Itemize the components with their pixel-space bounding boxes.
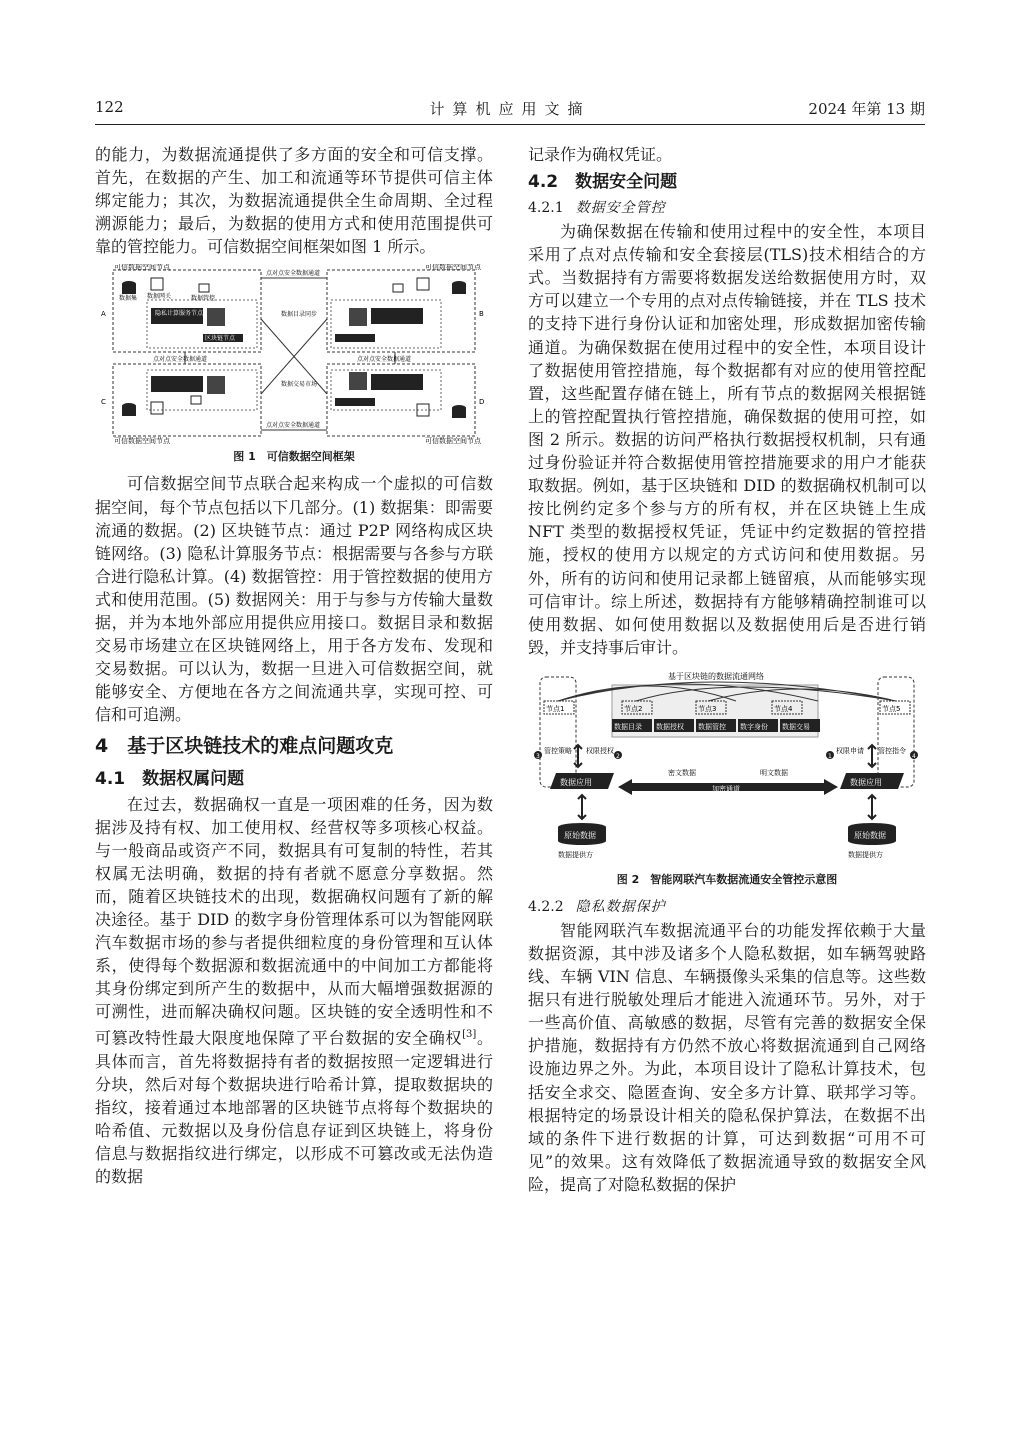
fig2-right-down: 管控指令 (878, 746, 906, 755)
fig2-provider-right: 数据提供方 (848, 850, 883, 859)
page-header (95, 98, 925, 126)
cube-icon (349, 308, 367, 326)
fig2-node: 节点1 (546, 704, 565, 713)
bidirectional-arrow-icon (868, 745, 876, 767)
subsection-heading: 4.2 数据安全问题 (528, 172, 678, 193)
monitor-icon (393, 284, 403, 292)
paragraph: 可信数据空间节点联合起来构成一个虚拟的可信数据空间，每个节点包括以下几部分。(1) 数据集：即需要流通的数据。(2) 区块链节点：通过 P2P 网络构成区块链网络。(3) 隐私计算服务节点：根据需要与各参与方联合进行隐私计算。(4) 数据管控：用于管控数据的使用方式和使用范围。(5) 数据网关：用于与参与方传输大量数据，并为本地外部应用提供应用接口。数据目录和数据交易市场建立在区块链网络上，用于各方发布、发现和交易数据。可以认为，数据一旦进入可信数据空间，就能够安全、方便地在各方之间流通共享，实现可控、可信和可追溯。 (95, 474, 493, 725)
heading-number: 4.2.2 (528, 898, 564, 915)
fig1-channel-mid-l: 点对点安全数据通道 (153, 356, 208, 364)
fig1-dataset: 数据集 (119, 295, 138, 303)
paragraph: 为确保数据在传输和使用过程中的安全性，本项目采用了点对点传输和安全套接层(TLS)技术相结合的方式。当数据持有方需要将数据发送给数据使用方时，双方可以建立一个专用的点对点传输链接，并在 TLS 技术的支持下进行身份认证和加密处理，形成数据加密传输通道。为确保数据在使用过程中的安全性，本项目设计了数据使用管控措施，每个数据都有对应的使用管控配置，这些配置存储在链上，所有节点的数据网关根据链上的管控配置执行管控措施，确保数据的使用可控，如图 2 所示。数据的访问严格执行数据授权机制，只有通过身份验证并符合数据使用管控措施要求的用户才能获取数据。例如，基于区块链和 DID 的数据确权机制可以按比例约定多个参与方的所有权，并在区块链上生成 NFT 类型的数据授权凭证，凭证中约定数据的管控措施，授权的使用方以规定的方式访问和使用数据。另外，所有的访问和使用记录都上链留痕，从而能够实现可信审计。综上所述，数据持有方能够精确控制谁可以使用数据、如何使用数据以及数据使用后是否进行销毁，并支持事后审计。 (528, 222, 926, 657)
fig1-label-c: C (101, 398, 106, 407)
fig2-service: 数据管控 (698, 722, 726, 731)
fig1-channel-bottom: 点对点安全数据通道 (266, 422, 321, 430)
fig1-label-a: A (101, 310, 106, 319)
paragraph (95, 793, 493, 1189)
fig2-service: 数据目录 (614, 722, 642, 731)
fig2-node: 节点2 (624, 704, 643, 713)
issue-label: 2024 年第 13 期 (808, 100, 925, 118)
figure-1-caption: 图 1 可信数据空间框架 (233, 450, 355, 464)
fig1-node-tl: 可信数据空间节点 (114, 264, 170, 272)
fig2-raw-right: 原始数据 (854, 830, 886, 840)
journal-title: 计算机应用文摘 (429, 100, 591, 118)
fig2-plain: 明文数据 (760, 768, 788, 777)
fig2-service: 数据交易 (782, 722, 810, 731)
cube-icon (207, 308, 225, 326)
left-column (95, 143, 493, 1188)
subsection-heading: 4.1 数据权属问题 (95, 768, 245, 789)
fig1-node-tr: 可信数据空间节点 (425, 264, 481, 272)
heading-number: 4.2.1 (528, 200, 564, 217)
fig2-service: 数字身份 (740, 722, 768, 731)
fig2-num1: 1 (828, 752, 832, 760)
figure-2-caption: 图 2 智能网联汽车数据流通安全管控示意图 (616, 872, 838, 886)
fig1-channel-top: 点对点安全数据通道 (266, 270, 321, 278)
fig2-app-left: 数据应用 (560, 777, 592, 787)
fig2-title: 基于区块链的数据流通网络 (668, 671, 764, 681)
fig2-left-up: 管控策略 (544, 746, 572, 755)
paragraph-text: 在过去，数据确权一直是一项困难的任务，因为数据涉及持有权、加工使用权、经营权等多项核心权益。与一般商品或资产不同，数据具有可复制的特性，若其权属无法明确，数据的持有者就不愿意分享数据。然而，随着区块链技术的出现，数据确权问题有了新的解决途径。基于 DID 的数字身份管理体系可以为智能网联汽车数据市场的参与者提供细粒度的身份管理和互认体系，使得每个数据源和数据流通中的中间加工方都能将其身份绑定到所产生的数据中，从而大幅增强数据源的可溯性，进而解决确权问题。区块链的安全透明性和不可篡改特性最大限度地保障了平台数据的安全确权 (95, 794, 493, 1048)
cube-icon (207, 376, 225, 394)
bidirectional-arrow-icon (868, 795, 876, 819)
fig2-channel: 加密通道 (712, 784, 740, 793)
subsubsection-heading (528, 196, 926, 220)
fig1-gateway: 数据网关 (147, 293, 172, 301)
fig1-blockchain: 区块链节点 (205, 335, 236, 343)
fig2-cipher: 密文数据 (668, 768, 696, 777)
fig1-label-d: D (479, 398, 485, 407)
fig2-app-right: 数据应用 (850, 777, 882, 787)
fig1-control: 数据管控 (191, 295, 216, 303)
fig2-num2: 2 (616, 752, 620, 760)
fig1-privacy: 隐私计算服务节点 (155, 310, 204, 318)
gateway-icon (151, 402, 163, 414)
gateway-icon (151, 278, 163, 290)
heading-title: 隐私数据保护 (575, 898, 666, 915)
fig2-num4: 4 (912, 752, 916, 760)
figure-2 (528, 667, 926, 867)
page-number: 122 (95, 98, 124, 116)
header-rule (95, 124, 925, 125)
subsubsection-heading (528, 895, 926, 919)
bidirectional-arrow-icon (574, 745, 582, 767)
paragraph: 智能网联汽车数据流通平台的功能发挥依赖于大量数据资源，其中涉及诸多个人隐私数据，如车辆驾驶路线、车辆 VIN 信息、车辆摄像头采集的信息等。这些数据只有进行脱敏处理后才能进入流通环节。另外，对于一些高价值、高敏感的数据，尽管有完善的数据安全保护措施，数据持有方仍然不放心将数据流通到自己网络设施边界之外。为此，本项目设计了隐私计算技术，包括安全求交、隐匿查询、安全多方计算、联邦学习等。根据特定的场景设计相关的隐私保护算法，在数据不出域的条件下进行数据的计算，可达到数据“可用不可见”的效果。这有效降低了数据流通导致的数据安全风险，提高了对隐私数据的保护 (528, 920, 926, 1194)
fig2-service-row (612, 719, 820, 732)
section-heading: 4 基于区块链技术的难点问题攻克 (95, 734, 394, 757)
right-column (528, 143, 926, 1196)
heading-title: 数据安全管控 (575, 200, 666, 217)
fig1-node-br: 可信数据空间节点 (425, 437, 481, 445)
fig1-channel-mid-r: 点对点安全数据通道 (357, 356, 412, 364)
monitor-icon (191, 396, 201, 404)
citation[interactable]: [3] (462, 1029, 477, 1041)
fig2-num3: 3 (536, 752, 540, 760)
fig1-catalog: 数据目录同步 (281, 311, 318, 319)
fig2-service: 数据授权 (656, 722, 684, 731)
figure-1 (95, 264, 493, 444)
fig2-provider-left: 数据提供方 (558, 850, 593, 859)
gateway-icon (417, 278, 429, 290)
paragraph-text: 。具体而言，首先将数据持有者的数据按照一定逻辑进行分块，然后对每个数据块进行哈希计算，提取数据块的指纹，接着通过本地部署的区块链节点将每个数据块的哈希值、元数据以及身份信息存证到区块链上，将身份信息与数据指纹进行绑定，以形成不可篡改或无法伪造的数据 (95, 1028, 493, 1187)
fig2-node: 节点4 (774, 704, 793, 713)
paragraph: 记录作为确权凭证。 (528, 145, 673, 164)
monitor-icon (199, 284, 209, 292)
bidirectional-arrow-icon (578, 795, 586, 819)
fig2-raw-left: 原始数据 (564, 830, 596, 840)
fig1-node-bl: 可信数据空间节点 (114, 437, 170, 445)
fig2-left-down: 权限授权 (586, 746, 614, 755)
fig2-node: 节点3 (698, 704, 717, 713)
paragraph: 的能力，为数据流通提供了多方面的安全和可信支撑。首先，在数据的产生、加工和流通等环节提供可信主体绑定能力；其次，为数据流通提供全生命周期、全过程溯源能力；最后，为数据的使用方式和使用范围提供可靠的管控能力。可信数据空间框架如图 1 所示。 (95, 145, 493, 257)
fig2-node: 节点5 (882, 704, 901, 713)
fig2-right-up: 权限申请 (836, 746, 864, 755)
cube-icon (349, 372, 367, 390)
fig1-label-b: B (479, 310, 484, 319)
fig1-market: 数据交易市场 (281, 381, 318, 389)
